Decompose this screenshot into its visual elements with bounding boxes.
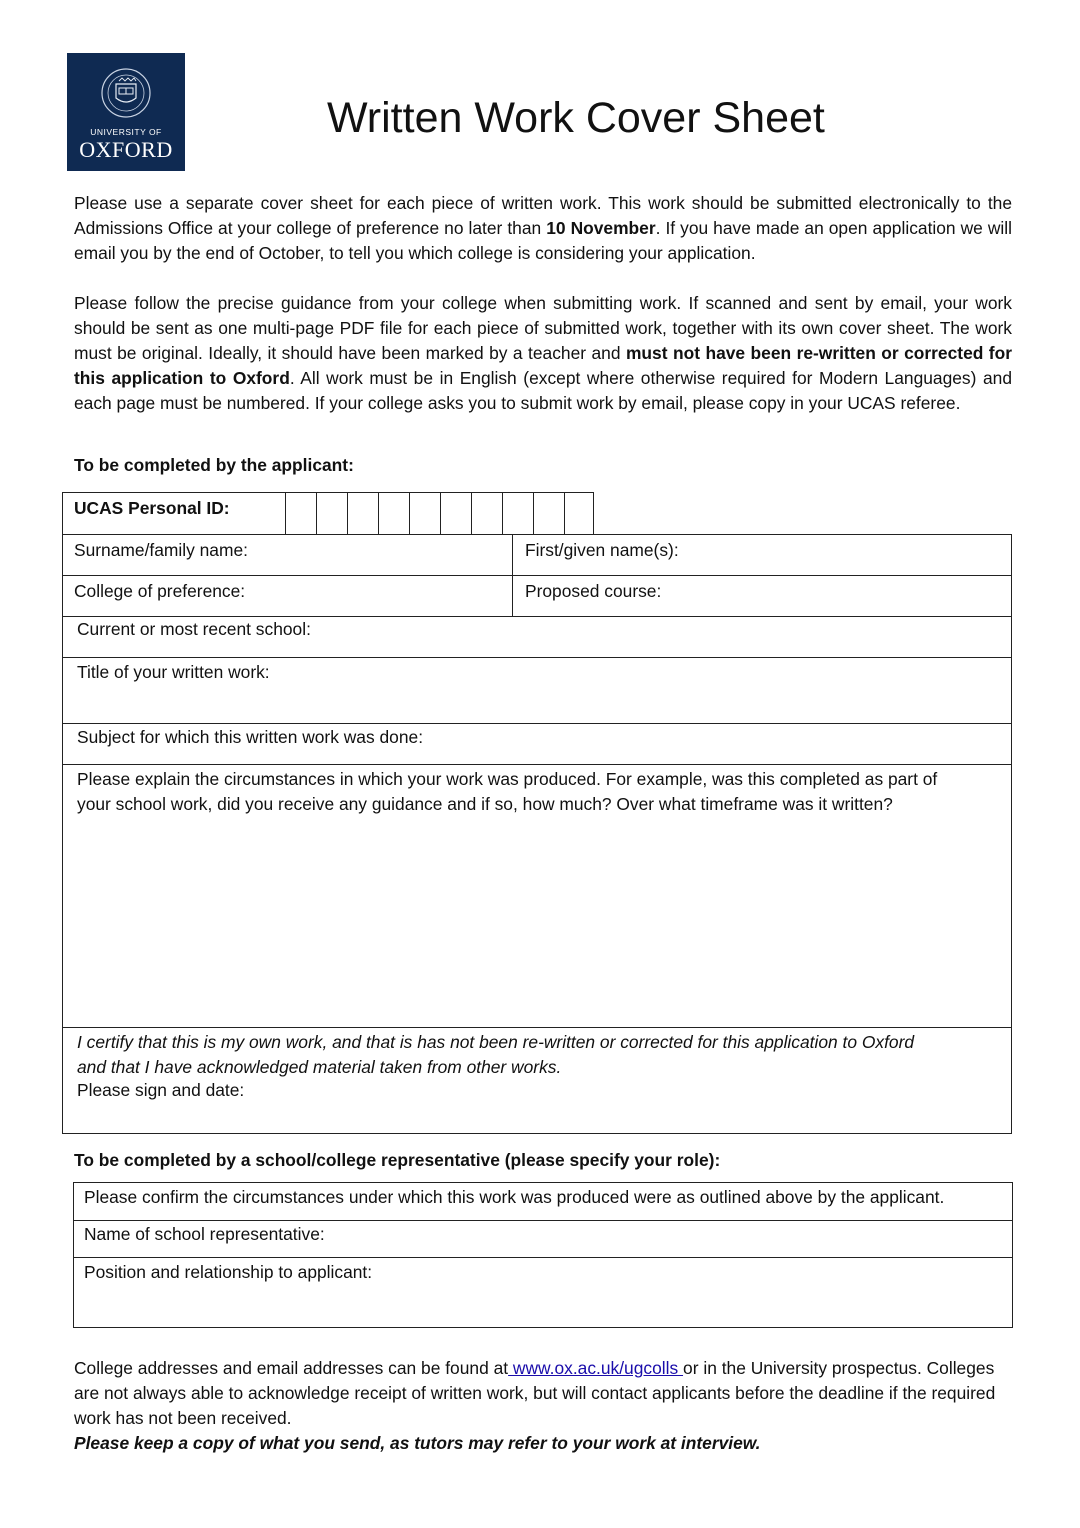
row-divider: [63, 575, 1011, 576]
footer-text-continued: or in the University prospectus. Colleges are not always able to acknowledge receipt of written work, but will contact applicants before the deadline if the required work has not been received.: [74, 1358, 996, 1428]
ucas-id-digit-cell[interactable]: [471, 493, 502, 534]
school-field-label: Current or most recent school:: [77, 619, 311, 639]
logo-text-university-of: UNIVERSITY OF: [90, 127, 162, 137]
certification-statement: I certify that this is my own work, and that is has not been re-written or corrected for this application to Oxford and that I have acknowledged material taken from other works.: [77, 1032, 915, 1077]
row-divider: [63, 616, 1011, 617]
ucas-id-digit-cell[interactable]: [440, 493, 471, 534]
row-divider: [74, 1257, 1012, 1258]
applicant-form-table: [62, 534, 1012, 1134]
ucas-id-digit-cell[interactable]: [378, 493, 409, 534]
page-title: Written Work Cover Sheet: [327, 94, 825, 142]
ucas-id-digit-cell[interactable]: [564, 493, 595, 534]
college-field-label: College of preference:: [74, 581, 246, 601]
work-title-field-label: Title of your written work:: [77, 662, 270, 682]
intro-paragraph-1: Please use a separate cover sheet for each piece of written work. This work should be submitted electronically to the Admissions Office at your college of preference no later than 10 November. If you have made an open application we will email you by the end of October, to tell you which college is considering your application.: [74, 193, 1012, 263]
circumstances-field-label: Please explain the circumstances in which your work was produced. For example, was this completed as part of your school work, did you receive any guidance and if so, how much? Over what timeframe was it written?: [77, 769, 938, 814]
course-field-label: Proposed course:: [525, 581, 662, 601]
ucas-id-digit-cell[interactable]: [347, 493, 378, 534]
subject-field-label: Subject for which this written work was done:: [77, 727, 424, 747]
ucas-id-row: [62, 492, 594, 535]
representative-form-table: [73, 1182, 1013, 1328]
row-divider: [63, 657, 1011, 658]
ucas-id-label: UCAS Personal ID:: [74, 498, 230, 518]
intro-paragraph-2: Please follow the precise guidance from your college when submitting work. If scanned and sent by email, your work should be sent as one multi-page PDF file for each piece of submitted work, together with its own cover sheet. The work must be original. Ideally, it should have been marked by a teacher and must not have been re-written or corrected for this application to Oxford. All work must be in English (except where otherwise required for Modern Languages) and each page must be numbered. If your college asks you to submit work by email, please copy in your UCAS referee.: [74, 293, 1012, 413]
ucas-id-digit-cells: [285, 493, 593, 535]
footer-text: College addresses and email addresses can be found at: [74, 1358, 509, 1378]
representative-position-label: Position and relationship to applicant:: [84, 1262, 373, 1282]
column-divider: [512, 535, 513, 617]
row-divider: [74, 1220, 1012, 1221]
ucas-id-digit-cell[interactable]: [502, 493, 533, 534]
ucas-id-digit-cell[interactable]: [316, 493, 347, 534]
signature-date-label: Please sign and date:: [77, 1080, 245, 1100]
row-divider: [63, 1027, 1011, 1028]
footer-copy-note: Please keep a copy of what you send, as tutors may refer to your work at interview.: [74, 1433, 761, 1453]
row-divider: [63, 723, 1011, 724]
applicant-section-heading: To be completed by the applicant:: [74, 455, 354, 475]
representative-section-heading: To be completed by a school/college representative (please specify your role):: [74, 1150, 721, 1170]
row-divider: [63, 764, 1011, 765]
logo-text-oxford: OXFORD: [79, 137, 173, 162]
university-logo: [67, 53, 185, 171]
surname-field-label: Surname/family name:: [74, 540, 248, 560]
ucas-id-digit-cell[interactable]: [409, 493, 440, 534]
representative-name-label: Name of school representative:: [84, 1224, 325, 1244]
first-name-field-label: First/given name(s):: [525, 540, 679, 560]
footer-notes: [74, 1356, 1012, 1456]
ucas-id-digit-cell[interactable]: [285, 493, 316, 534]
ucas-id-digit-cell[interactable]: [533, 493, 564, 534]
colleges-link[interactable]: www.ox.ac.uk/ugcolls: [508, 1358, 684, 1378]
confirm-circumstances-text: Please confirm the circumstances under which this work was produced were as outlined above by the applicant.: [84, 1187, 945, 1207]
